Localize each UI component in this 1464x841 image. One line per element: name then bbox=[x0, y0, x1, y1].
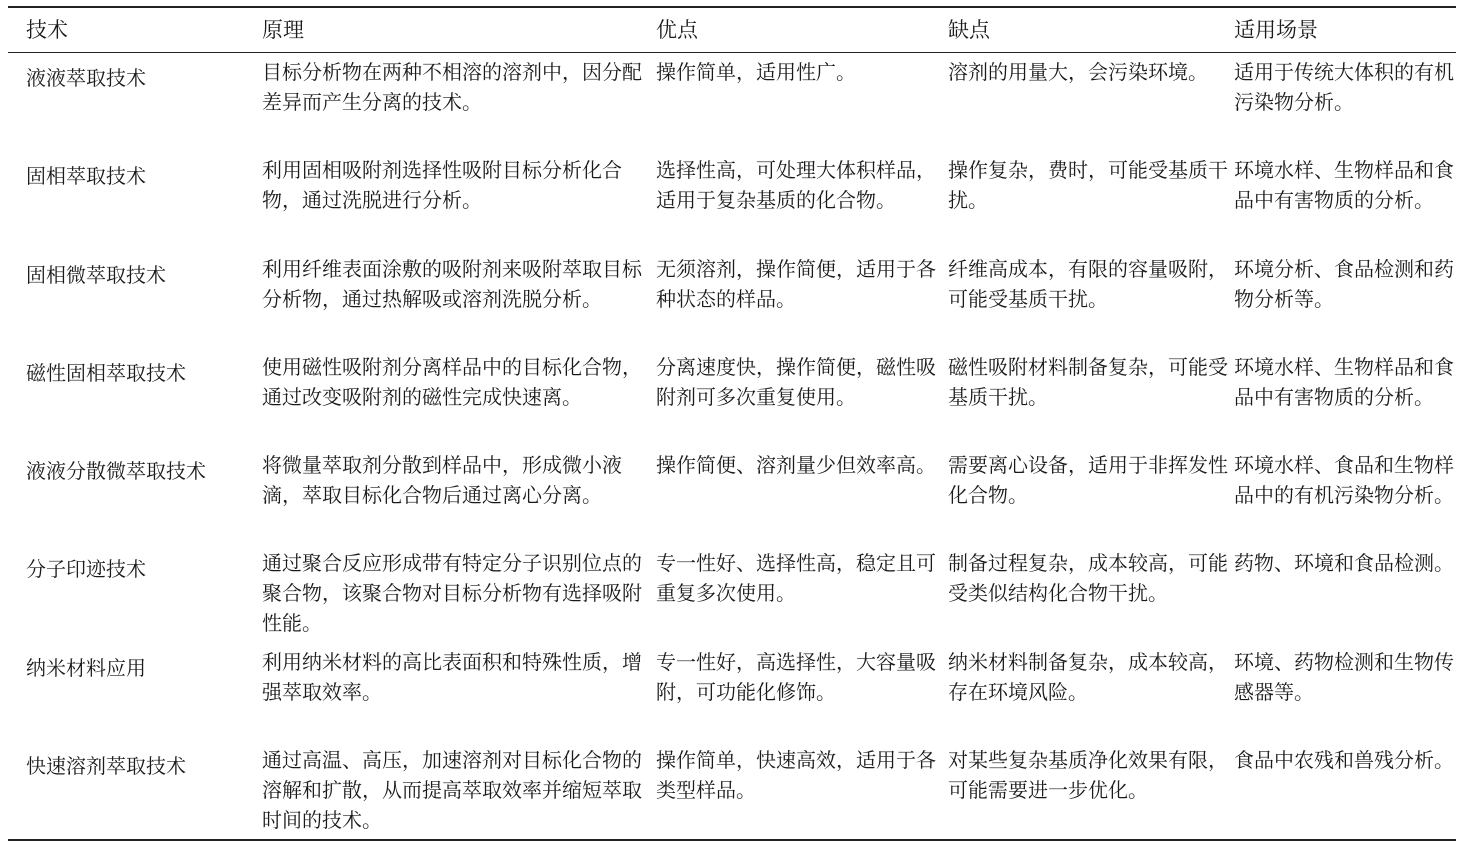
cell-principle: 利用纳米材料的高比表面积和特殊性质，增强萃取效率。 bbox=[262, 649, 642, 704]
cell-principle: 使用磁性吸附剂分离样品中的目标化合物，通过改变吸附剂的磁性完成快速离。 bbox=[262, 354, 642, 409]
cell-principle: 目标分析物在两种不相溶的溶剂中，因分配差异而产生分离的技术。 bbox=[262, 60, 642, 114]
table-row bbox=[8, 446, 1456, 544]
header-principle: 原理 bbox=[262, 18, 304, 42]
cell-advantages: 无须溶剂，操作简便，适用于各种状态的样品。 bbox=[656, 256, 936, 311]
cell-advantages: 操作简单，适用性广。 bbox=[656, 60, 856, 84]
table-header-row bbox=[8, 8, 1456, 52]
cell-principle: 利用纤维表面涂敷的吸附剂来吸附萃取目标分析物，通过热解吸或溶剂洗脱分析。 bbox=[262, 256, 642, 311]
comparison-table bbox=[8, 6, 1456, 841]
cell-technique: 纳米材料应用 bbox=[26, 655, 146, 680]
cell-advantages: 分离速度快，操作简便，磁性吸附剂可多次重复使用。 bbox=[656, 354, 936, 409]
table-row bbox=[8, 741, 1456, 839]
cell-disadvantages: 纤维高成本，有限的容量吸附，可能受基质干扰。 bbox=[948, 256, 1228, 311]
cell-technique: 固相萃取技术 bbox=[26, 164, 146, 189]
cell-principle: 通过聚合反应形成带有特定分子识别位点的聚合物，该聚合物对目标分析物有选择吸附性能。 bbox=[262, 551, 642, 636]
cell-advantages: 专一性好，高选择性，大容量吸附，可功能化修饰。 bbox=[656, 649, 936, 704]
header-technique: 技术 bbox=[26, 18, 68, 42]
cell-advantages: 专一性好、选择性高，稳定且可重复多次使用。 bbox=[656, 551, 936, 606]
cell-advantages: 操作简单，快速高效，适用于各类型样品。 bbox=[656, 748, 936, 803]
cell-disadvantages: 需要离心设备，适用于非挥发性化合物。 bbox=[948, 453, 1228, 508]
cell-applications: 药物、环境和食品检测。 bbox=[1234, 551, 1454, 576]
table-row bbox=[8, 151, 1456, 249]
cell-advantages: 操作简便、溶剂量少但效率高。 bbox=[656, 453, 936, 478]
cell-disadvantages: 操作复杂，费时，可能受基质干扰。 bbox=[948, 158, 1228, 213]
cell-disadvantages: 纳米材料制备复杂，成本较高，存在环境风险。 bbox=[948, 649, 1228, 704]
cell-principle: 将微量萃取剂分散到样品中，形成微小液滴，萃取目标化合物后通过离心分离。 bbox=[262, 453, 622, 508]
cell-disadvantages: 对某些复杂基质净化效果有限，可能需要进一步优化。 bbox=[948, 748, 1228, 803]
table-row bbox=[8, 544, 1456, 642]
cell-applications: 食品中农残和兽残分析。 bbox=[1234, 748, 1454, 773]
cell-applications: 适用于传统大体积的有机污染物分析。 bbox=[1234, 60, 1454, 114]
table-row bbox=[8, 250, 1456, 348]
cell-technique: 固相微萃取技术 bbox=[26, 262, 166, 287]
cell-applications: 环境水样、生物样品和食品中有害物质的分析。 bbox=[1234, 354, 1454, 409]
table-row bbox=[8, 53, 1456, 151]
cell-disadvantages: 制备过程复杂，成本较高，可能受类似结构化合物干扰。 bbox=[948, 551, 1228, 606]
cell-technique: 磁性固相萃取技术 bbox=[26, 360, 186, 385]
cell-disadvantages: 磁性吸附材料制备复杂，可能受基质干扰。 bbox=[948, 354, 1228, 409]
cell-applications: 环境、药物检测和生物传感器等。 bbox=[1234, 649, 1454, 704]
header-applications: 适用场景 bbox=[1234, 18, 1318, 42]
cell-technique: 快速溶剂萃取技术 bbox=[26, 754, 186, 779]
cell-advantages: 选择性高，可处理大体积样品，适用于复杂基质的化合物。 bbox=[656, 158, 936, 213]
cell-technique: 分子印迹技术 bbox=[26, 557, 146, 582]
cell-applications: 环境水样、食品和生物样品中的有机污染物分析。 bbox=[1234, 453, 1454, 508]
header-disadvantages: 缺点 bbox=[948, 18, 990, 42]
table-row bbox=[8, 348, 1456, 446]
table-row bbox=[8, 643, 1456, 741]
cell-technique: 液液分散微萃取技术 bbox=[26, 459, 206, 484]
cell-principle: 通过高温、高压，加速溶剂对目标化合物的溶解和扩散，从而提高萃取效率并缩短萃取时间的技术。 bbox=[262, 748, 642, 833]
cell-technique: 液液萃取技术 bbox=[26, 66, 146, 90]
cell-applications: 环境分析、食品检测和药物分析等。 bbox=[1234, 256, 1454, 311]
cell-applications: 环境水样、生物样品和食品中有害物质的分析。 bbox=[1234, 158, 1454, 213]
cell-disadvantages: 溶剂的用量大，会污染环境。 bbox=[948, 60, 1208, 84]
cell-principle: 利用固相吸附剂选择性吸附目标分析化合物，通过洗脱进行分析。 bbox=[262, 158, 622, 213]
header-advantages: 优点 bbox=[656, 18, 698, 42]
